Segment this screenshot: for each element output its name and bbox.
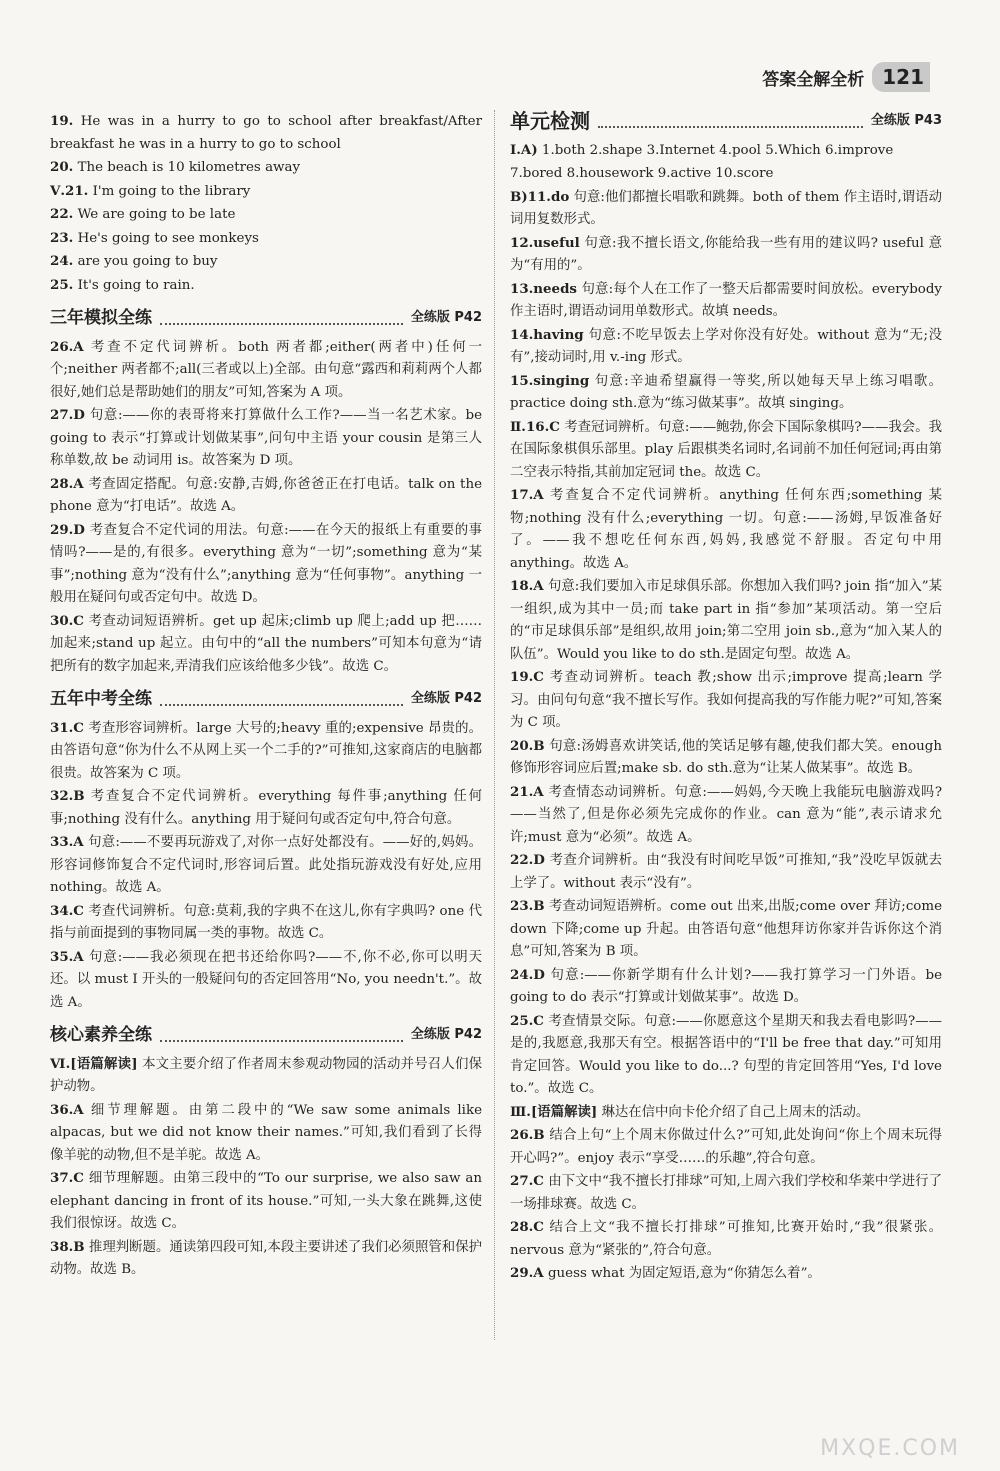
answer-text: 考查复合不定代词的用法。句意:——在今天的报纸上有重要的事情吗?——是的,有很多。everything 意为“一切”;something 意为“某事”;nothing 意为“没有什么”;anything 意为“任何事物”。anything 一般用在疑问句或否定句中。故选 D。 (50, 522, 482, 605)
answer-text: 考查动词辨析。teach 教;show 出示;improve 提高;learn 学习。由问句句意“我不擅长写作。我如何提高我的写作能力呢?”可知,答案为 C 项。 (510, 670, 942, 730)
answer-text: 考查介词辨析。由“我没有时间吃早饭”可推知,“我”没吃早饭就去上学了。without 表示“没有”。 (510, 853, 943, 891)
answer-item (50, 831, 482, 900)
answer-text: 细节理解题。由第三段中的“To our surprise, we also saw an elephant dancing in front of its house.”可知,一头大象在跳舞,这使我们很惊讶。故选 C。 (50, 1171, 482, 1231)
answer-text: 7.bored 8.housework 9.active 10.score (510, 166, 774, 181)
answer-text: 考查复合不定代词辨析。anything 任何东西;something 某物;nothing 没有什么;everything 一切。句意:——汤姆,早饭准备好了。——我不想吃任何东西,妈妈,我感觉不舒服。否定句中用 anything。故选 A。 (510, 488, 942, 571)
answer-item (510, 1101, 942, 1125)
answer-number: 18.A (510, 578, 544, 594)
answer-number: 34.C (50, 902, 84, 919)
answer-item (510, 416, 942, 485)
left-top-items (50, 110, 482, 297)
section-version: 全练版 P42 (410, 1027, 482, 1042)
section-header-wunian (50, 688, 482, 711)
answer-number: 38.B (50, 1238, 85, 1255)
answer-number: 32.B (50, 788, 85, 804)
answer-text: 琳达在信中向卡伦介绍了自己上周末的活动。 (601, 1104, 870, 1120)
page-number: 121 (872, 62, 930, 92)
wunian-items (50, 717, 482, 1015)
answer-item (510, 278, 942, 324)
answer-item (50, 156, 482, 180)
hexin-items (50, 1053, 482, 1282)
left-column (50, 110, 482, 1282)
header-title: 答案全解全析 (762, 69, 865, 90)
answer-item (50, 717, 482, 786)
section-dots (160, 704, 403, 706)
answer-item (50, 110, 482, 156)
answer-text: 句意:——你的表哥将来打算做什么工作?——当一名艺术家。be going to 表示“打算或计划做某事”,问句中主语 your cousin 是第三人称单数,故 be 动词用 is。故答案为 D 项。 (50, 408, 482, 468)
answer-text: It's going to rain. (77, 277, 195, 293)
answer-number: 27.C (510, 1173, 544, 1189)
answer-number: 15.singing (510, 372, 590, 389)
answer-number: 29.A (510, 1265, 544, 1281)
answer-text: 考查情景交际。句意:——你愿意这个星期天和我去看电影吗?——是的,我愿意,我那天有空。根据答语中的“I'll be free that day.”可知用肯定回答。Would you like to do...? 句型的肯定回答用“Yes, I'd love to.”。故选 C。 (510, 1013, 942, 1096)
answer-item (50, 610, 482, 679)
answer-text: 本文主要介绍了作者周末参观动物园的活动并号召人们保护动物。 (50, 1056, 483, 1094)
answer-text: 结合上句“上个周末你做过什么?”可知,此处询问“你上个周末玩得开心吗?”。enjoy 表示“享受……的乐趣”,符合句意。 (510, 1128, 942, 1166)
answer-number: 29.D (50, 521, 85, 538)
answer-number: 28.A (50, 475, 84, 492)
answer-text: I'm going to the library (92, 183, 251, 199)
answer-item (510, 849, 942, 895)
answer-text: 句意:辛迪希望赢得一等奖,所以她每天早上练习唱歌。practice doing sth.意为“练习做某事”。故填 singing。 (510, 373, 942, 411)
answer-text: 考查固定搭配。句意:安静,吉姆,你爸爸正在打电话。talk on the phone 意为“打电话”。故选 A。 (50, 476, 482, 514)
answer-number: 35.A (50, 948, 84, 965)
answer-number: Ⅰ.A) (510, 141, 538, 158)
answer-number: 21.A (510, 783, 544, 800)
answer-item (510, 1216, 942, 1262)
answer-number: 22.D (510, 852, 545, 868)
answer-number: 12.useful (510, 234, 580, 251)
answer-text: 句意:每个人在工作了一整天后都需要时间放松。everybody 作主语时,谓语动词用单数形式。故填 needs。 (510, 281, 942, 319)
answer-item (50, 1236, 482, 1282)
answer-item (510, 139, 942, 163)
answer-item (510, 484, 942, 575)
answer-number: 33.A (50, 834, 84, 850)
answer-number: Ⅱ.16.C (510, 418, 560, 435)
answer-item (50, 519, 482, 610)
answer-text: guess what 为固定短语,意为“你猜怎么着”。 (547, 1266, 821, 1281)
answer-item (50, 1099, 482, 1168)
answer-number: 36.A (50, 1101, 84, 1118)
answer-text: He's going to see monkeys (77, 230, 259, 246)
answer-text: 考查复合不定代词辨析。everything 每件事;anything 任何事;nothing 没有什么。anything 用于疑问句或否定句中,符合句意。 (50, 789, 482, 827)
section-version: 全练版 P43 (870, 113, 942, 128)
answer-number: 28.C (510, 1219, 544, 1235)
danyuan-items (510, 139, 942, 1286)
answer-text: 句意:——我必须现在把书还给你吗?——不,你不必,你可以明天还。以 must I 开头的一般疑问句的否定回答用“No, you needn't.”。故选 A。 (50, 949, 482, 1010)
answer-text: 句意:汤姆喜欢讲笑话,他的笑话足够有趣,使我们都大笑。enough 修饰形容词应后置;make sb. do sth.意为“让某人做某事”。故选 B。 (510, 738, 942, 776)
answer-number: 24. (50, 253, 74, 269)
answer-text: 句意:不吃早饭去上学对你没有好处。without 意为“无;没有”,接动词时,用 v.-ing 形式。 (510, 327, 942, 365)
answer-number: 17.A (510, 487, 544, 503)
watermark: MXQE.COM (820, 1436, 960, 1461)
answer-number: 25.C (510, 1012, 544, 1029)
section-header-sannian (50, 307, 482, 330)
answer-number: 26.A (50, 338, 84, 355)
answer-item (50, 227, 482, 251)
answer-item (510, 186, 942, 232)
section-version: 全练版 P42 (410, 691, 482, 706)
answer-text: We are going to be late (77, 207, 236, 222)
answer-text: 由下文中“我不擅长打排球”可知,上周六我们学校和华莱中学进行了一场排球赛。故选 C。 (510, 1174, 942, 1212)
answer-number: 20. (50, 159, 74, 175)
answer-text: 结合上文“我不擅长打排球”可推知,比赛开始时,“我”很紧张。nervous 意为“紧张的”,符合句意。 (510, 1220, 942, 1258)
answer-text: 句意:我不擅长语文,你能给我一些有用的建议吗? useful 意为“有用的”。 (510, 235, 942, 273)
answer-number: 19.C (510, 669, 544, 685)
answer-text: 句意:我们要加入市足球俱乐部。你想加入我们吗? join 指“加入”某一组织,成为其中一员;而 take part in 指“参加”某项活动。第一空后的“市足球俱乐部”是组织,故用 join;第二空用 join sb.,意为“加入某人的队伍”。Would you like to do sth.是固定句型。故选 A。 (510, 579, 942, 662)
answer-text: 句意:——你新学期有什么计划?——我打算学习一门外语。be going to do 表示“打算或计划做某事”。故选 D。 (510, 967, 943, 1005)
answer-item (510, 575, 942, 666)
answer-text: The beach is 10 kilometres away (77, 160, 301, 175)
answer-item (510, 1010, 942, 1101)
answer-number: Ⅴ.21. (50, 182, 89, 199)
section-dots (160, 1040, 403, 1042)
section-header-danyuan (510, 110, 942, 133)
section-title: 五年中考全练 (50, 689, 152, 709)
section-dots (160, 323, 403, 325)
answer-item (510, 1124, 942, 1170)
answer-item (50, 274, 482, 298)
answer-number: 22. (50, 206, 74, 222)
section-dots (598, 126, 863, 128)
answer-item (50, 473, 482, 519)
page-header (762, 62, 930, 92)
answer-item (50, 250, 482, 274)
answer-item (510, 370, 942, 416)
answer-item (50, 336, 482, 405)
answer-number: 30.C (50, 612, 84, 629)
answer-item (50, 1167, 482, 1236)
answer-number: 19. (50, 113, 74, 129)
answer-number: Ⅵ.[语篇解读] (50, 1055, 138, 1072)
answer-number: 13.needs (510, 280, 577, 297)
answer-text: He was in a hurry to go to school after breakfast/After breakfast he was in a hurry to go to school (50, 114, 482, 152)
answer-text: are you going to buy (77, 254, 218, 269)
answer-text: 1.both 2.shape 3.Internet 4.pool 5.Which 6.improve (541, 142, 894, 158)
right-column (510, 110, 942, 1286)
answer-item (50, 785, 482, 831)
answer-number: 23. (50, 229, 74, 246)
answer-item (510, 324, 942, 370)
answer-number: 14.having (510, 326, 584, 343)
answer-text: 推理判断题。通读第四段可知,本段主要讲述了我们必须照管和保护动物。故选 B。 (50, 1239, 482, 1277)
answer-text: 句意:他们都擅长唱歌和跳舞。both of them 作主语时,谓语动词用复数形式。 (510, 189, 942, 227)
answer-number: 37.C (50, 1170, 84, 1186)
answer-text: 考查形容词辨析。large 大号的;heavy 重的;expensive 昂贵的。由答语句意“你为什么不从网上买一个二手的?”可推知,这家商店的电脑都很贵。故答案为 C 项。 (50, 720, 482, 781)
answer-item (510, 735, 942, 781)
section-version: 全练版 P42 (410, 310, 482, 325)
answer-number: 31.C (50, 719, 84, 736)
answer-text: 考查代词辨析。句意:莫莉,我的字典不在这儿,你有字典吗? one 代指与前面提到的事物同属一类的事物。故选 C。 (50, 903, 482, 941)
section-title: 单元检测 (510, 109, 590, 133)
answer-item (510, 781, 942, 850)
answer-text: 考查冠词辨析。句意:——鲍勃,你会下国际象棋吗?——我会。我在国际象棋俱乐部里。play 后跟棋类名词时,名词前不加任何冠词;再由第二空表示特指,其前加定冠词 the。故选 C。 (510, 419, 942, 480)
answer-item (50, 404, 482, 473)
answer-number: Ⅲ.[语篇解读] (510, 1103, 598, 1120)
answer-number: 25. (50, 276, 74, 293)
answer-number: 23.B (510, 898, 545, 914)
column-divider (494, 110, 495, 1340)
answer-item (50, 946, 482, 1015)
answer-number: B)11.do (510, 188, 570, 205)
answer-item (510, 666, 942, 735)
answer-item (510, 1170, 942, 1216)
answer-item (50, 203, 482, 227)
answer-text: 句意:——不要再玩游戏了,对你一点好处都没有。——好的,妈妈。形容词修饰复合不定代词时,形容词后置。此处指玩游戏没有好处,应用 nothing。故选 A。 (50, 835, 482, 895)
answer-text: 细节理解题。由第二段中的“We saw some animals like alpacas, but we did not know their names.”可知,我们看到了长得像羊驼的动物,但不是羊驼。故选 A。 (50, 1102, 482, 1163)
answer-item (510, 232, 942, 278)
answer-text: 考查不定代词辨析。both 两者都;either(两者中)任何一个;neither 两者都不;all(三者或以上)全部。由句意“露西和莉莉两个人都很好,她们总是帮助她们的朋友”可知,答案为 A 项。 (50, 339, 482, 400)
answer-item (510, 1262, 942, 1286)
answer-text: 考查动词短语辨析。get up 起床;climb up 爬上;add up 把……加起来;stand up 起立。由句中的“all the numbers”可知本句意为“请把所有的数字加起来,弄清我们应该给他多少钱”。故选 C。 (50, 613, 482, 674)
answer-text: 考查情态动词辨析。句意:——妈妈,今天晚上我能玩电脑游戏吗?——当然了,但是你必须先完成你的作业。can 意为“能”,表示请求允许;must 意为“必须”。故选 A。 (510, 784, 942, 845)
section-title: 三年模拟全练 (50, 308, 152, 328)
answer-number: 27.D (50, 407, 85, 423)
answer-item (50, 900, 482, 946)
section-header-hexin (50, 1024, 482, 1047)
section-title: 核心素养全练 (50, 1025, 152, 1045)
answer-number: 20.B (510, 737, 545, 754)
answer-number: 24.D (510, 966, 545, 983)
answer-item (510, 162, 942, 186)
answer-item (510, 895, 942, 964)
answer-item (50, 1053, 482, 1099)
answer-item (510, 964, 942, 1010)
sannian-items (50, 336, 482, 679)
answer-item (50, 180, 482, 204)
answer-text: 考查动词短语辨析。come out 出来,出版;come over 拜访;come down 下降;come up 升起。由答语句意“他想拜访你家并告诉你这个消息”可知,答案为 B 项。 (510, 899, 942, 959)
answer-number: 26.B (510, 1127, 545, 1143)
